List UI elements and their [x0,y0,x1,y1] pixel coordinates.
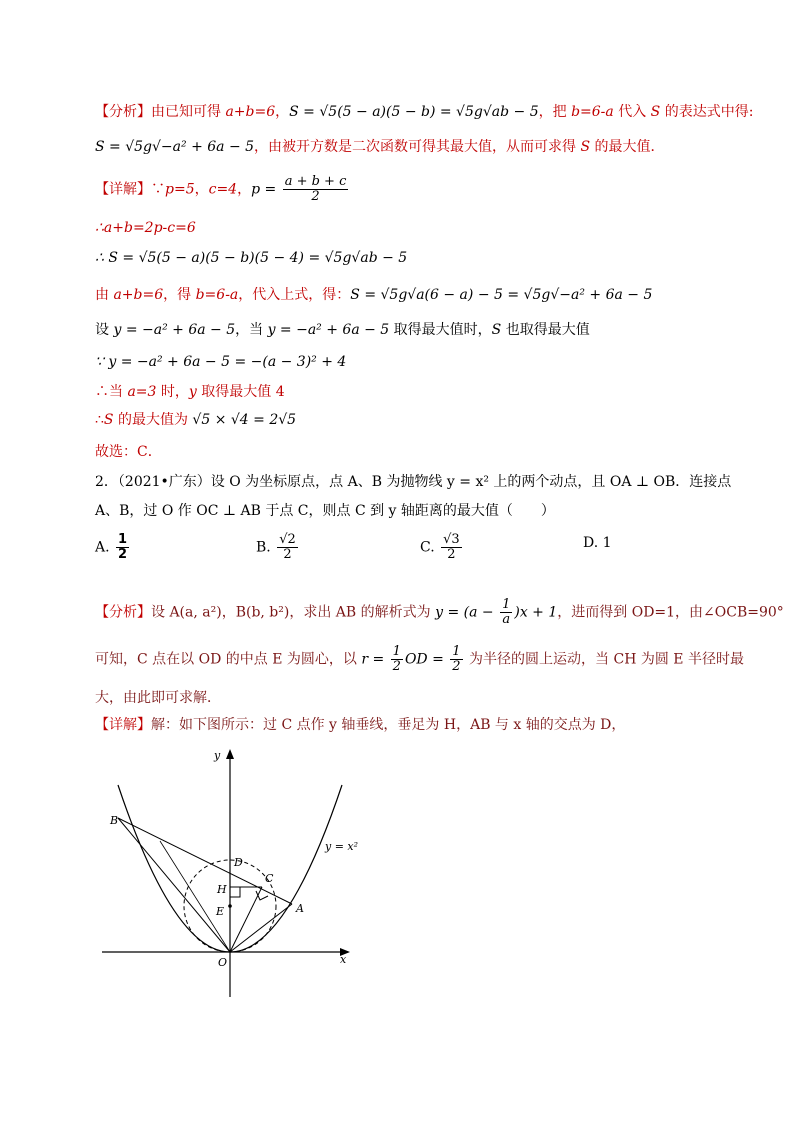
fraction-denominator: a [502,612,511,627]
analysis-2-line2 [95,645,744,674]
analysis-2-line3: 大，由此即可求解． [95,690,221,706]
text: ，当 [235,322,268,338]
option-a[interactable] [95,533,131,562]
formula: S = √5g√−a² + 6a − 5 [95,139,255,155]
label-h: H [217,883,227,896]
fraction-denominator: 2 [283,547,292,562]
detail-1-line8 [95,410,296,430]
text: ，得 [163,287,196,303]
text: 取得最大值 4 [196,384,285,400]
formula: √5 × √4 = 2√5 [192,412,297,428]
analysis-1-line2 [95,137,665,157]
fraction [450,645,462,674]
formula: OD = [404,651,449,668]
var-s: S [491,322,502,338]
option-d[interactable] [583,533,612,553]
fraction-denominator: 2 [392,659,401,674]
text: 为半径的圆上运动，当 CH 为圆 E 半径时最 [464,651,744,668]
cond-c: c=4 [208,181,238,198]
fraction-numerator: 1 [118,532,128,547]
option-label: D. 1 [583,535,612,551]
option-c[interactable] [420,533,464,562]
curve-label: y = x² [325,840,359,853]
var-y: y [188,384,197,400]
fraction-denominator: 2 [447,547,456,562]
var-s: S [580,139,591,155]
right-angle-h [230,887,240,897]
formula: S = √5(5 − a)(5 − b) = √5g√ab − 5 [289,104,539,120]
var-s: S [650,104,661,120]
text: 可知，C 点在以 OD 的中点 E 为圆心，以 [95,651,362,668]
text: 由 [95,287,114,303]
text: ， [275,104,290,120]
text: 取得最大值时， [389,322,492,338]
detail-1-line7 [95,382,285,402]
condition: a+b=6 [225,104,276,120]
option-label: B. [256,539,271,556]
label-d: D [234,856,243,869]
label-b: B [110,814,119,827]
text: ∴ [95,412,104,428]
option-label: A. [95,539,110,556]
formula: y = −a² + 6a − 5 [267,322,390,338]
analysis-1-line1 [95,102,753,122]
option-b[interactable] [256,533,300,562]
text: 的最大值． [590,139,665,155]
formula: r = [361,651,389,668]
label-x: x [340,953,347,966]
symbol: ∵ [151,181,165,198]
fraction-denominator: 2 [118,547,128,562]
fraction [283,175,349,204]
formula: y = (a − [435,604,499,621]
fraction [500,598,512,627]
detail-1-line4 [95,285,652,305]
text: ， [237,181,252,198]
segment-ab [118,818,292,904]
text: ，代入上式，得： [238,287,351,303]
text: ， [194,181,209,198]
right-angle-c [256,891,268,900]
question-2-line2: A、B，过 O 作 OC ⊥ AB 于点 C，则点 C 到 y 轴距离的最大值（ ） [95,503,555,519]
text: 解：如下图所示：过 C 点作 y 轴垂线，垂足为 H，AB 与 x 轴的交点为 D， [151,717,626,733]
fraction-numerator: 1 [392,644,401,659]
option-b-fraction [277,533,298,562]
label-c: C [265,872,274,885]
text: 代入 [613,104,651,120]
cond-p: p=5 [165,181,195,198]
text: 由已知可得 [151,104,226,120]
detail-1-line2: ∴a+b=2p-c=6 [95,220,196,236]
analysis-tag: 【分析】 [95,604,151,621]
substitution: b=6-a [571,104,614,120]
text: ，由被开方数是二次函数可得其最大值，从而可求得 [254,139,581,155]
text: ，把 [538,104,572,120]
text: ∴当 [95,384,128,400]
detail-1-line5 [95,320,590,340]
option-c-fraction [441,533,462,562]
substitution: b=6-a [195,287,239,303]
text: ，进而得到 OD=1，由∠OCB=90° [557,604,784,621]
option-a-fraction [116,533,129,562]
segment-ob [118,818,230,952]
label-e: E [216,905,225,918]
analysis-tag: 【分析】 [95,104,151,120]
formula: y = −a² + 6a − 5 [113,322,236,338]
text: 也取得最大值 [501,322,590,338]
question-2-line1: 2．（2021•广东）设 O 为坐标原点，点 A、B 为抛物线 y = x² 上的两个动点，且 OA ⊥ OB．连接点 [95,474,732,490]
text: 的表达式中得: [660,104,754,120]
var-s: S [103,412,114,428]
detail-tag: 【详解】 [95,717,151,733]
detail-2-line1 [95,715,625,735]
segment-oa [230,904,292,952]
fraction [391,645,403,674]
fraction-denominator: 2 [311,189,320,204]
detail-1-answer: 故选：C． [95,444,162,460]
text: 的最大值为 [113,412,193,428]
formula: )x + 1 [514,604,558,621]
fraction-numerator: √2 [279,532,296,547]
parabola-figure [100,745,370,1005]
detail-tag: 【详解】 [95,181,151,198]
fraction-numerator: √3 [443,532,460,547]
option-label: C. [420,539,435,556]
point-e [228,904,232,908]
y-axis-arrow-icon [226,749,234,759]
fraction-numerator: 1 [452,644,461,659]
condition: a=3 [127,384,157,400]
label-a: A [296,902,304,915]
condition: a+b=6 [113,287,164,303]
fraction-denominator: 2 [452,659,461,674]
text: 设 [95,322,114,338]
fraction-numerator: 1 [502,597,511,612]
detail-1-line3: ∴ S = √5(5 − a)(5 − b)(5 − 4) = √5g√ab − 5 [95,250,408,266]
detail-1-line6: ∵ y = −a² + 6a − 5 = −(a − 3)² + 4 [95,354,347,370]
formula: S = √5g√a(6 − a) − 5 = √5g√−a² + 6a − 5 [350,287,653,303]
label-o: O [218,956,228,969]
analysis-2-line1 [95,598,784,627]
formula: p = [251,181,281,198]
detail-1-line1 [95,175,350,204]
fraction-numerator: a + b + c [284,174,347,189]
text: 时， [156,384,189,400]
text: 设 A(a, a²)，B(b, b²)，求出 AB 的解析式为 [151,604,436,621]
label-y: y [214,749,221,762]
